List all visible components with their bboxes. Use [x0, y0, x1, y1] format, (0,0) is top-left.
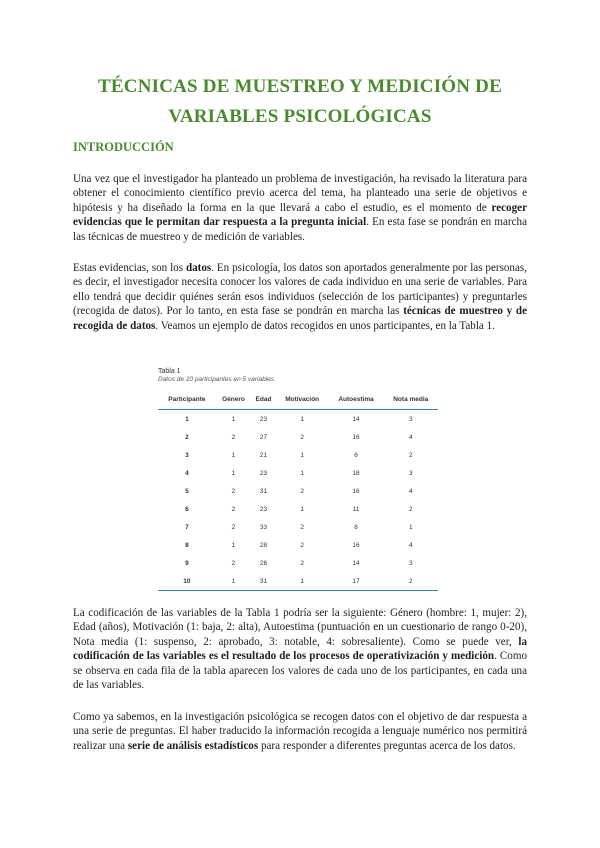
table-cell: 3 [408, 469, 413, 477]
table-cell: 2 [408, 451, 413, 459]
table-cell: 2 [231, 487, 236, 495]
paragraph-4 [73, 710, 527, 753]
table-cell: 16 [352, 487, 360, 495]
table-cell: 2 [300, 487, 304, 495]
table-cell: 3 [185, 451, 189, 459]
table-cell: 21 [259, 451, 268, 459]
table-cell: 2 [231, 559, 236, 567]
emphasis-text: técnicas de muestreo y de recogida de datos [73, 305, 527, 332]
table-cell: 2 [384, 572, 438, 591]
table-cell: 23 [259, 505, 268, 513]
table-cell: 31 [251, 572, 276, 591]
emphasis-text: serie de análisis estadísticos [127, 739, 259, 752]
table-cell: 4 [408, 541, 413, 549]
table-cell: 14 [352, 415, 360, 423]
table-cell: 4 [185, 469, 189, 477]
table-cell: 7 [185, 523, 189, 531]
table-cell: 1 [216, 572, 251, 591]
table-cell: 6 [185, 505, 189, 513]
table-header-cell: Participante [158, 392, 216, 410]
emphasis-text: datos [185, 262, 212, 274]
paragraph-text: Estas evidencias, son los [73, 262, 186, 274]
paragraph-text: Como ya sabemos, en la investigación psicológica se recogen datos con el objetivo de dar respuesta a una serie de preguntas. El haber traducido la información recogida a lenguaje numérico nos permitirá realizar una [73, 711, 527, 752]
table-cell: 1 [231, 541, 236, 549]
table-header-cell: Motivación [276, 392, 329, 410]
table-cell: 2 [408, 505, 413, 513]
table-cell: 23 [259, 415, 268, 423]
table-cell: 1 [231, 451, 236, 459]
table-cell: 1 [231, 469, 236, 477]
table-row [158, 464, 438, 482]
paragraph-text: . En esta fase se pondrán en marcha las técnicas de muestreo y de medición de variables. [73, 216, 527, 243]
table-cell: 2 [231, 505, 236, 513]
table-cell: 1 [408, 523, 413, 531]
table-cell: 1 [185, 415, 189, 423]
table-cell: 1 [300, 505, 304, 513]
table-cell: 6 [354, 451, 358, 459]
title-line-2: VARIABLES PSICOLÓGICAS [168, 106, 432, 127]
table-subtitle: Datos de 10 participantes en 5 variables [158, 376, 274, 383]
table-cell: 1 [231, 415, 236, 423]
table-row [158, 482, 438, 500]
table-header-cell: Género [216, 392, 251, 410]
table-row [158, 554, 438, 572]
paragraph-text: . Como se observa en cada fila de la tabla aparecen los valores de cada uno de los participantes, en cada una de las variables. [73, 650, 527, 692]
table-cell: 2 [185, 433, 189, 441]
table-header-row [158, 392, 438, 410]
table-cell: 8 [354, 523, 358, 531]
emphasis-text: la codificación de las variables es el resultado de los procesos de operativización y medición [73, 635, 527, 663]
table-caption: Tabla 1 [158, 368, 181, 375]
paragraph-3 [73, 606, 527, 692]
table-cell: 1 [300, 469, 304, 477]
table-cell: 10 [158, 572, 216, 591]
paragraph-1 [73, 172, 527, 244]
table-cell: 16 [352, 433, 360, 441]
table-row [158, 446, 438, 464]
paragraph-text: La codificación de las variables de la Tabla 1 podría ser la siguiente: Género (hombre: 1, mujer: 2), Edad (años), Motivación (1: baja, 2: alta), Autoestima (puntuación en un cuestionario de rango 0-20), Nota media (1: suspenso, 2: aprobado, 3: notable, 4: sobresaliente). Como se puede ver, [73, 607, 527, 648]
table-cell: 2 [300, 523, 304, 531]
table-cell: 5 [185, 487, 189, 495]
paragraph-text: Una vez que el investigador ha planteado un problema de investigación, ha revisado la literatura para obtener el conocimiento científico previo acerca del tema, ha planteado una serie de objetivos e hipótesis y ha diseñado la forma en la que llevará a cabo el estudio, es el momento de [73, 173, 527, 214]
table-cell: 27 [259, 433, 268, 441]
table-cell: 8 [185, 541, 189, 549]
table-cell: 28 [259, 541, 268, 549]
data-table [158, 392, 438, 591]
table-cell: 9 [185, 559, 189, 567]
table-cell: 2 [231, 433, 236, 441]
table-body [158, 410, 438, 591]
table-cell: 2 [300, 541, 304, 549]
table-cell: 2 [231, 523, 236, 531]
table-row [158, 536, 438, 554]
table-cell: 1 [300, 451, 304, 459]
table-cell: 31 [259, 487, 268, 495]
table-cell: 4 [408, 487, 413, 495]
table-cell: 3 [408, 559, 413, 567]
table-cell: 11 [352, 505, 360, 513]
table-header-cell: Autoestima [329, 392, 384, 410]
table-row [158, 428, 438, 446]
table-cell: 18 [352, 469, 360, 477]
table-row [158, 500, 438, 518]
table-cell: 2 [300, 559, 304, 567]
table-cell: 3 [408, 415, 413, 423]
document-title [40, 72, 560, 132]
title-line-1: TÉCNICAS DE MUESTREO Y MEDICIÓN DE [98, 76, 502, 97]
table-1 [158, 368, 438, 591]
table-cell: 17 [329, 572, 384, 591]
paragraph-text: para responder a diferentes preguntas acerca de los datos. [258, 739, 516, 752]
table-cell: 2 [300, 433, 304, 441]
table-cell: 23 [259, 469, 268, 477]
table-cell: 16 [352, 541, 360, 549]
table-cell: 26 [259, 559, 268, 567]
table-row [158, 572, 438, 591]
table-header-cell: Edad [251, 392, 276, 410]
paragraph-2 [73, 261, 527, 333]
paragraph-text: . En psicología, los datos son aportados generalmente por las personas, es decir, el investigador necesita conocer los valores de cada individuo en una serie de variables. Para ello tendrá que decidir quiénes serán esos individuos (selección de los participantes) y preguntarles (recogida de datos). Por lo tanto, en esta fase se pondrán en marcha las [73, 262, 527, 318]
table-cell: 1 [276, 572, 329, 591]
table-row [158, 518, 438, 536]
table-cell: 33 [259, 523, 268, 531]
table-row [158, 410, 438, 429]
table-cell: 14 [352, 559, 360, 567]
table-header-cell: Nota media [384, 392, 438, 410]
paragraph-text: . Veamos un ejemplo de datos recogidos en unos participantes, en la Tabla 1. [155, 319, 495, 332]
table-cell: 4 [408, 433, 413, 441]
table-cell: 1 [300, 415, 304, 423]
section-heading-introduccion: INTRODUCCIÓN [73, 140, 174, 154]
emphasis-text: recoger evidencias que le permitan dar respuesta a la pregunta inicial [73, 201, 527, 229]
